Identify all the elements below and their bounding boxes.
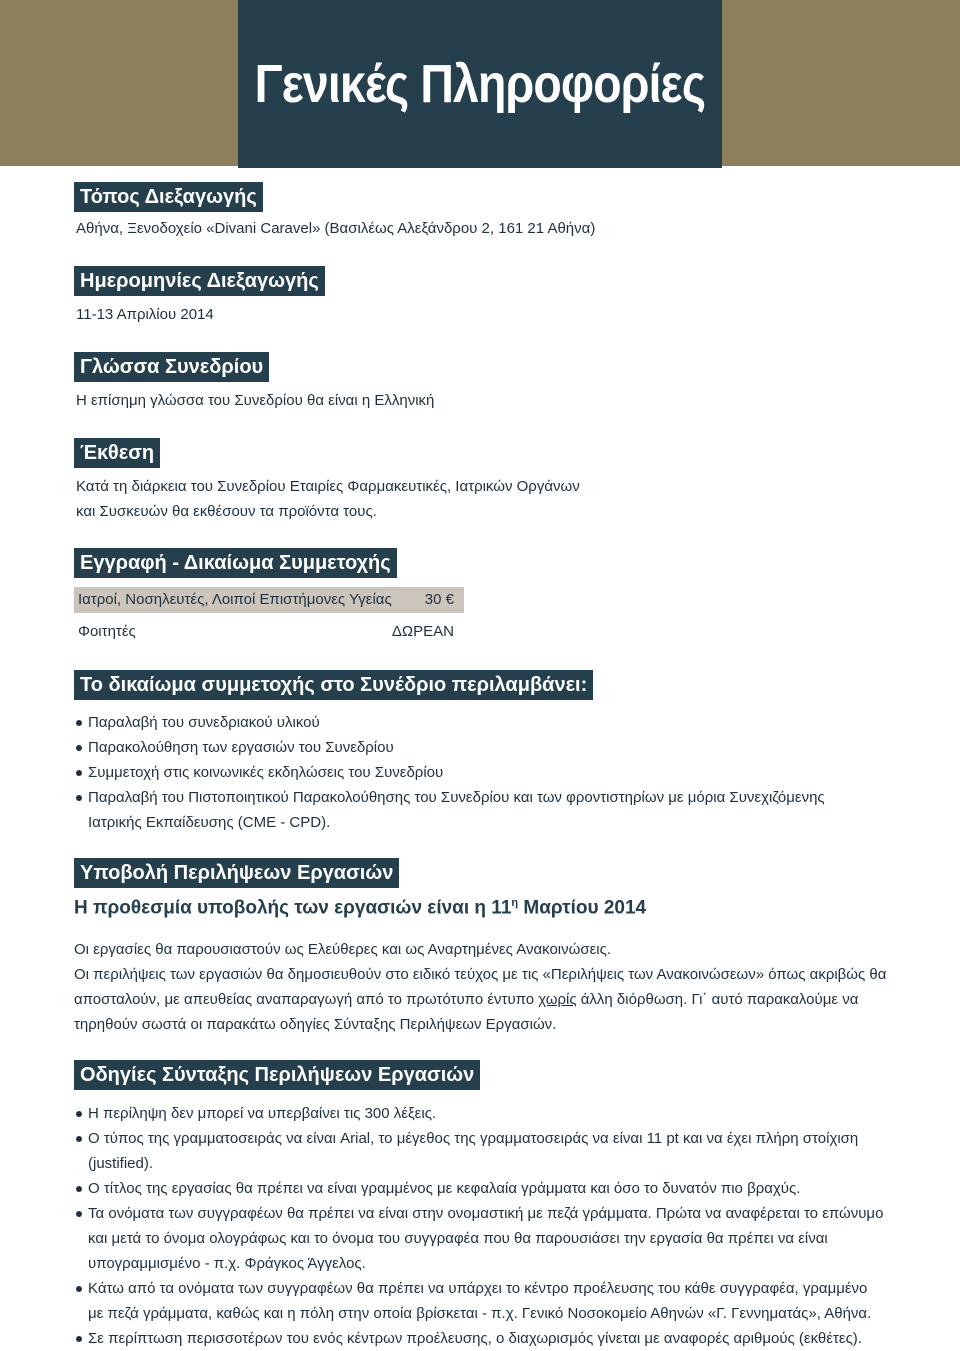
registration-heading: Εγγραφή - Δικαίωμα Συμμετοχής: [74, 548, 397, 578]
list-item: Η περίληψη δεν μπορεί να υπερβαίνει τις 300 λέξεις.: [74, 1101, 886, 1126]
abstracts-text-1: Οι εργασίες θα παρουσιαστούν ως Ελεύθερες και ως Αναρτημένες Ανακοινώσεις.: [74, 941, 612, 958]
list-item: Ο τίτλος της εργασίας θα πρέπει να είναι γραμμένος με κεφαλαία γράμματα και όσο το δυνατόν πιο βραχύς.: [74, 1176, 886, 1201]
page-title: Γενικές Πληροφορίες: [254, 54, 706, 114]
title-banner: [238, 0, 722, 168]
fee-row: [74, 619, 464, 645]
list-item: Κάτω από τα ονόματα των συγγραφέων θα πρέπει να υπάρχει το κέντρο προέλευσης του κάθε συγγραφέα, γραμμένο με πεζά γράμματα, καθώς και η πόλη στην οποία βρίσκεται - π.χ. Γενικό Νοσοκομείο Αθηνών «Γ. Γεννηματάς», Αθήνα.: [74, 1276, 886, 1326]
list-item: Τα ονόματα των συγγραφέων θα πρέπει να είναι στην ονομαστική με πεζά γράμματα. Πρώτα να αναφέρεται το επώνυμο και μετά το όνομα ολογράφως και το όνομα του συγγραφέα που θα παρουσιάσει την εργασία θα πρέπει να είναι υπογραμμισμένο - π.χ. Φράγκος Άγγελος.: [74, 1201, 886, 1276]
abstracts-paragraph: [74, 937, 894, 1037]
fee-value: 30 €: [424, 591, 454, 608]
dates-heading: Ημερομηνίες Διεξαγωγής: [74, 266, 325, 296]
list-item: Παραλαβή του Πιστοποιητικού Παρακολούθησης του Συνεδρίου και των φροντιστηρίων με μόρια Συνεχιζόμενης Ιατρικής Εκπαίδευσης (CME - CPD).: [74, 785, 854, 835]
abstracts-text-2: Οι περιλήψεις των εργασιών θα δημοσιευθούν στο ειδικό τεύχος με τις «Περιλήψεις των Ανακοινώσεων» όπως ακριβώς θα αποσταλούν, με απευθείας αναπαραγωγή από το πρωτότυπο έντυπο χωρίς άλλη διόρθωση. Γι΄ αυτό παρακαλούμε να τηρηθούν σωστά οι παρακάτω οδηγίες Σύνταξης Περιλήψεων Εργασιών.: [74, 966, 887, 1033]
language-text: Η επίσημη γλώσσα του Συνεδρίου θα είναι η Ελληνική: [76, 392, 435, 409]
fee-label: Ιατροί, Νοσηλευτές, Λοιποί Επιστήμονες Υγείας: [78, 591, 392, 608]
list-item: Ο τύπος της γραμματοσειράς να είναι Arial, το μέγεθος της γραμματοσειράς να είναι 11 pt και να έχει πλήρη στοίχιση (justified).: [74, 1126, 886, 1176]
fee-row: [74, 587, 464, 613]
fee-value: ΔΩΡΕΑΝ: [391, 623, 454, 640]
deadline-notice: Η προθεσμία υποβολής των εργασιών είναι η $11^\eta$ Μαρτίου 2014: [74, 897, 647, 919]
list-item: Παρακολούθηση των εργασιών του Συνεδρίου: [74, 735, 854, 760]
guidelines-list: [74, 1101, 886, 1351]
venue-text: Αθήνα, Ξενοδοχείο «Divani Caravel» (Βασιλέως Αλεξάνδρου 2, 161 21 Αθήνα): [76, 220, 596, 237]
venue-heading: Τόπος Διεξαγωγής: [74, 182, 263, 212]
exhibition-text-line2: και Συσκευών θα εκθέσουν τα προϊόντα τους.: [76, 503, 377, 520]
dates-text: 11-13 Απριλίου 2014: [76, 306, 214, 323]
includes-heading: Το δικαίωμα συμμετοχής στο Συνέδριο περιλαμβάνει:: [74, 670, 593, 700]
exhibition-heading: Έκθεση: [74, 438, 160, 468]
header-stripe-left: [0, 0, 238, 166]
list-item: Σε περίπτωση περισσοτέρων του ενός κέντρων προέλευσης, ο διαχωρισμός γίνεται με αναφορές αριθμούς (εκθέτες).: [74, 1326, 886, 1351]
list-item: Παραλαβή του συνεδριακού υλικού: [74, 710, 854, 735]
includes-list: [74, 710, 854, 835]
language-heading: Γλώσσα Συνεδρίου: [74, 352, 269, 382]
list-item: Συμμετοχή στις κοινωνικές εκδηλώσεις του Συνεδρίου: [74, 760, 854, 785]
abstracts-heading: Υποβολή Περιλήψεων Εργασιών: [74, 858, 399, 888]
guidelines-heading: Οδηγίες Σύνταξης Περιλήψεων Εργασιών: [74, 1060, 480, 1090]
header-stripe-right: [722, 0, 960, 166]
fee-label: Φοιτητές: [78, 623, 136, 640]
exhibition-text-line1: Κατά τη διάρκεια του Συνεδρίου Εταιρίες Φαρμακευτικές, Ιατρικών Οργάνων: [76, 478, 580, 495]
